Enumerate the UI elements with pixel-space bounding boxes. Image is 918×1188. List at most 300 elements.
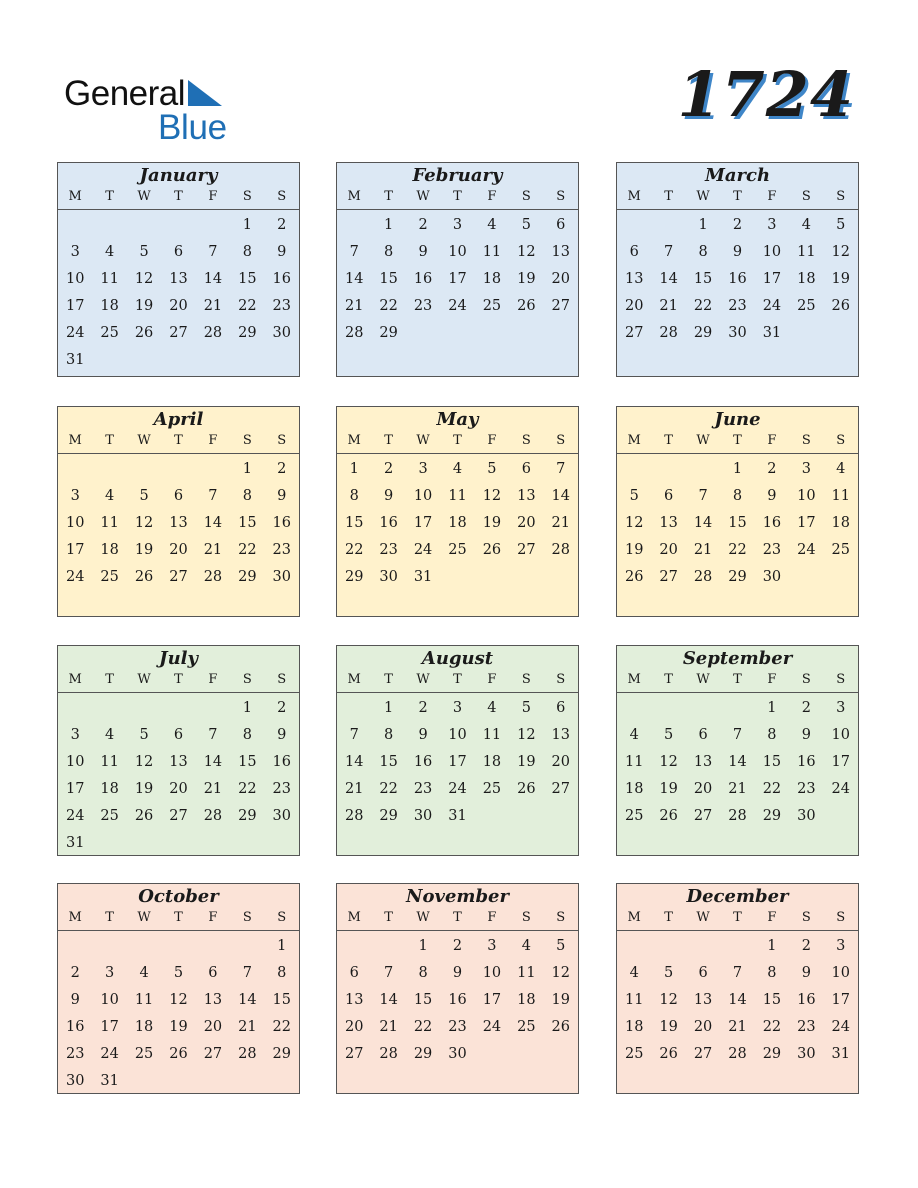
day-cell: 12 [134,515,154,531]
day-cell: 1 [732,461,743,477]
day-cell: 14 [728,754,747,770]
day-cell: 10 [65,754,85,770]
weekday-header: F [208,189,218,204]
weekday-header-row [617,908,858,931]
weekday-header: S [277,910,287,925]
day-cell: 10 [448,727,467,743]
day-cell: 25 [624,1046,644,1062]
day-grid [58,454,299,591]
day-cell: 7 [208,488,218,504]
day-cell: 4 [801,217,811,233]
day-cell: 26 [517,298,536,314]
day-cell: 10 [482,965,502,981]
day-cell: 25 [517,1019,536,1035]
weekday-header: S [521,672,531,687]
weekday-header-row [58,431,299,454]
weekday-header: W [696,433,710,448]
empty-day-cell [686,695,720,722]
day-cell: 30 [728,325,747,341]
day-cell: 17 [797,515,816,531]
day-cell: 21 [659,298,678,314]
empty-day-cell [371,933,405,960]
day-grid [337,210,578,347]
day-cell: 18 [134,1019,154,1035]
weekday-header: T [174,433,183,448]
day-cell: 6 [173,244,184,260]
day-cell: 22 [238,781,257,797]
day-cell: 14 [379,992,398,1008]
logo-word-blue: Blue [158,108,227,147]
day-cell: 9 [767,488,777,504]
empty-day-cell [58,456,92,483]
day-cell: 21 [344,781,364,797]
weekday-header: F [767,189,777,204]
day-cell: 19 [831,271,850,287]
day-cell: 16 [413,271,433,287]
day-cell: 17 [482,992,502,1008]
day-cell: 28 [551,542,570,558]
weekday-header: S [277,672,287,687]
day-cell: 16 [65,1019,85,1035]
day-cell: 6 [698,727,708,743]
day-cell: 11 [134,992,154,1008]
day-cell: 2 [277,461,287,477]
day-cell: 21 [379,1019,398,1035]
weekday-header: W [137,189,151,204]
month-title: July [159,648,198,669]
day-cell: 24 [797,542,816,558]
day-cell: 4 [521,938,531,954]
day-cell: 28 [203,808,223,824]
day-cell: 20 [517,515,536,531]
weekday-header: S [836,189,846,204]
day-cell: 16 [797,754,816,770]
day-cell: 5 [487,461,497,477]
weekday-header-row [337,431,578,454]
day-cell: 19 [624,542,644,558]
day-cell: 2 [277,217,287,233]
day-cell: 13 [693,992,713,1008]
day-cell: 8 [384,244,394,260]
day-cell: 6 [698,965,708,981]
empty-day-cell [161,212,195,239]
day-cell: 3 [70,488,80,504]
weekday-header: T [664,433,673,448]
weekday-header-row [58,908,299,931]
day-cell: 12 [134,754,154,770]
day-cell: 19 [659,1019,678,1035]
day-cell: 21 [551,515,570,531]
day-cell: 26 [831,298,850,314]
day-cell: 29 [238,808,257,824]
weekday-header: W [416,672,430,687]
day-cell: 23 [272,781,291,797]
day-cell: 9 [277,244,287,260]
day-cell: 22 [693,298,713,314]
empty-day-cell [230,933,264,960]
weekday-header: W [137,433,151,448]
day-cell: 3 [801,461,811,477]
day-cell: 22 [728,542,747,558]
day-cell: 14 [203,271,223,287]
day-cell: 20 [624,298,644,314]
day-cell: 15 [344,515,364,531]
day-cell: 20 [169,781,188,797]
day-cell: 13 [344,992,364,1008]
day-cell: 31 [762,325,782,341]
day-cell: 29 [238,569,257,585]
day-cell: 7 [732,727,743,743]
day-cell: 30 [272,325,291,341]
day-cell: 14 [693,515,713,531]
day-cell: 3 [767,217,777,233]
weekday-header: T [105,910,114,925]
day-cell: 6 [664,488,674,504]
empty-day-cell [337,695,371,722]
day-cell: 29 [693,325,713,341]
day-cell: 24 [448,781,467,797]
day-cell: 28 [203,569,223,585]
day-cell: 9 [418,244,428,260]
empty-day-cell [161,456,195,483]
day-cell: 15 [238,271,257,287]
month-title: May [436,409,479,430]
day-cell: 2 [418,217,428,233]
day-cell: 26 [134,808,154,824]
empty-day-cell [337,933,371,960]
weekday-header: T [384,910,393,925]
day-cell: 17 [65,781,85,797]
day-cell: 9 [801,727,811,743]
day-cell: 1 [384,700,394,716]
month-november [336,883,579,1094]
day-cell: 15 [693,271,713,287]
weekday-header: W [696,910,710,925]
day-cell: 12 [517,244,536,260]
day-cell: 31 [65,835,85,851]
weekday-header: S [556,433,566,448]
day-cell: 19 [134,781,154,797]
weekday-header: T [384,433,393,448]
empty-day-cell [617,933,651,960]
weekday-header: T [664,672,673,687]
empty-day-cell [127,695,161,722]
weekday-header: T [384,672,393,687]
day-cell: 13 [624,271,644,287]
day-cell: 30 [272,569,291,585]
weekday-header: S [521,910,531,925]
day-cell: 18 [100,298,119,314]
day-cell: 31 [448,808,467,824]
weekday-header-row [617,670,858,693]
weekday-header-row [337,908,578,931]
day-cell: 2 [418,700,428,716]
day-cell: 5 [139,727,149,743]
day-cell: 20 [551,754,570,770]
weekday-header: S [801,433,811,448]
day-cell: 26 [624,569,644,585]
weekday-header: M [347,910,361,925]
day-cell: 7 [242,965,252,981]
day-cell: 19 [134,542,154,558]
day-cell: 12 [482,488,502,504]
day-cell: 17 [448,271,467,287]
day-cell: 10 [831,965,850,981]
day-cell: 6 [556,217,566,233]
day-cell: 20 [659,542,678,558]
weekday-header: F [487,189,497,204]
day-cell: 12 [517,727,536,743]
day-cell: 13 [169,271,188,287]
day-cell: 7 [384,965,394,981]
day-cell: 11 [448,488,467,504]
day-cell: 1 [242,461,252,477]
month-title: January [139,165,218,186]
day-cell: 24 [65,569,85,585]
empty-day-cell [127,212,161,239]
weekday-header-row [58,187,299,210]
day-cell: 28 [203,325,223,341]
day-cell: 6 [629,244,639,260]
day-cell: 12 [831,244,850,260]
day-cell: 26 [517,781,536,797]
day-cell: 19 [134,298,154,314]
day-cell: 9 [277,727,287,743]
day-cell: 29 [272,1046,291,1062]
empty-day-cell [92,933,126,960]
day-cell: 14 [344,271,364,287]
day-cell: 3 [836,700,846,716]
empty-day-cell [686,933,720,960]
day-cell: 10 [797,488,816,504]
empty-day-cell [161,933,195,960]
day-cell: 25 [797,298,816,314]
weekday-header: W [137,672,151,687]
day-cell: 29 [344,569,364,585]
empty-day-cell [127,456,161,483]
day-cell: 23 [65,1046,85,1062]
day-cell: 24 [413,542,433,558]
day-cell: 22 [413,1019,433,1035]
day-cell: 10 [65,271,85,287]
weekday-header: F [487,672,497,687]
day-cell: 11 [624,754,644,770]
day-cell: 6 [173,488,184,504]
day-cell: 11 [482,727,502,743]
day-cell: 29 [762,1046,782,1062]
empty-day-cell [651,933,685,960]
weekday-header: S [556,189,566,204]
day-cell: 16 [379,515,398,531]
day-cell: 14 [203,515,223,531]
weekday-header: S [556,910,566,925]
day-cell: 23 [448,1019,467,1035]
weekday-header: M [627,433,641,448]
day-cell: 12 [624,515,644,531]
weekday-header: S [242,433,252,448]
day-cell: 9 [277,488,287,504]
day-cell: 1 [277,938,287,954]
day-cell: 25 [831,542,850,558]
day-cell: 29 [379,808,398,824]
day-cell: 1 [242,217,252,233]
day-cell: 6 [521,461,531,477]
day-cell: 24 [65,325,85,341]
day-cell: 9 [70,992,80,1008]
day-cell: 10 [65,515,85,531]
day-cell: 13 [169,515,188,531]
empty-day-cell [686,456,720,483]
day-cell: 5 [836,217,846,233]
day-cell: 15 [379,754,398,770]
day-cell: 31 [100,1073,119,1089]
day-cell: 31 [831,1046,850,1062]
day-cell: 22 [762,1019,782,1035]
weekday-header: S [801,910,811,925]
day-cell: 3 [452,700,463,716]
day-cell: 25 [482,298,502,314]
weekday-header: M [68,910,82,925]
day-cell: 13 [659,515,678,531]
empty-day-cell [196,456,230,483]
day-cell: 25 [100,325,119,341]
day-cell: 18 [797,271,816,287]
day-cell: 27 [551,781,570,797]
day-cell: 26 [134,325,154,341]
day-cell: 7 [556,461,566,477]
empty-day-cell [196,695,230,722]
empty-day-cell [617,212,651,239]
day-cell: 3 [418,461,428,477]
day-cell: 1 [242,700,252,716]
day-cell: 13 [693,754,713,770]
weekday-header: F [487,433,497,448]
logo-triangle-icon [188,80,224,108]
weekday-header: F [487,910,497,925]
weekday-header: S [242,672,252,687]
day-cell: 28 [344,325,364,341]
day-cell: 31 [413,569,433,585]
weekday-header: S [277,189,287,204]
day-cell: 25 [482,781,502,797]
day-cell: 26 [659,1046,678,1062]
logo-word-general: General [64,74,186,113]
day-grid [58,210,299,374]
day-cell: 8 [277,965,287,981]
day-cell: 20 [169,542,188,558]
day-cell: 1 [698,217,708,233]
weekday-header: T [664,189,673,204]
day-cell: 4 [629,965,639,981]
empty-day-cell [92,695,126,722]
day-cell: 4 [836,461,846,477]
weekday-header: T [453,433,462,448]
day-cell: 30 [65,1073,85,1089]
day-cell: 12 [169,992,188,1008]
weekday-header: S [801,672,811,687]
day-cell: 21 [728,1019,747,1035]
weekday-header: M [68,672,82,687]
day-cell: 2 [277,700,287,716]
day-cell: 3 [70,244,80,260]
day-cell: 29 [728,569,747,585]
month-march [616,162,859,377]
day-cell: 5 [556,938,566,954]
day-cell: 25 [448,542,467,558]
day-cell: 29 [238,325,257,341]
day-cell: 28 [693,569,713,585]
day-cell: 17 [762,271,782,287]
day-cell: 19 [659,781,678,797]
day-cell: 8 [384,727,394,743]
weekday-header: M [627,189,641,204]
day-cell: 1 [418,938,428,954]
weekday-header: W [696,189,710,204]
weekday-header: S [521,189,531,204]
month-june [616,406,859,617]
weekday-header: F [767,910,777,925]
day-cell: 3 [487,938,497,954]
empty-day-cell [58,933,92,960]
day-cell: 15 [238,515,257,531]
day-cell: 11 [100,515,119,531]
weekday-header: W [696,672,710,687]
day-grid [617,931,858,1068]
day-cell: 7 [208,727,218,743]
day-cell: 2 [732,217,743,233]
day-cell: 30 [413,808,433,824]
day-cell: 2 [801,700,811,716]
day-cell: 11 [831,488,850,504]
day-cell: 12 [551,965,570,981]
day-cell: 16 [762,515,782,531]
day-cell: 28 [238,1046,257,1062]
empty-day-cell [58,212,92,239]
day-cell: 8 [698,244,708,260]
weekday-header: S [836,672,846,687]
day-cell: 23 [379,542,398,558]
day-cell: 17 [831,992,850,1008]
weekday-header: M [68,189,82,204]
day-cell: 28 [659,325,678,341]
empty-day-cell [720,933,754,960]
empty-day-cell [651,212,685,239]
day-cell: 8 [767,727,777,743]
weekday-header: S [836,433,846,448]
day-cell: 7 [732,965,743,981]
weekday-header: T [733,189,742,204]
day-cell: 10 [413,488,433,504]
weekday-header: F [208,672,218,687]
month-august [336,645,579,856]
day-cell: 26 [551,1019,570,1035]
weekday-header: T [664,910,673,925]
day-cell: 7 [208,244,218,260]
day-cell: 15 [762,754,782,770]
day-cell: 29 [762,808,782,824]
day-cell: 21 [203,542,223,558]
day-cell: 19 [482,515,502,531]
weekday-header: T [733,433,742,448]
day-cell: 16 [413,754,433,770]
day-cell: 1 [767,938,777,954]
day-cell: 23 [272,542,291,558]
empty-day-cell [161,695,195,722]
day-cell: 28 [728,808,747,824]
day-cell: 18 [482,271,502,287]
day-cell: 11 [100,754,119,770]
day-cell: 28 [728,1046,747,1062]
